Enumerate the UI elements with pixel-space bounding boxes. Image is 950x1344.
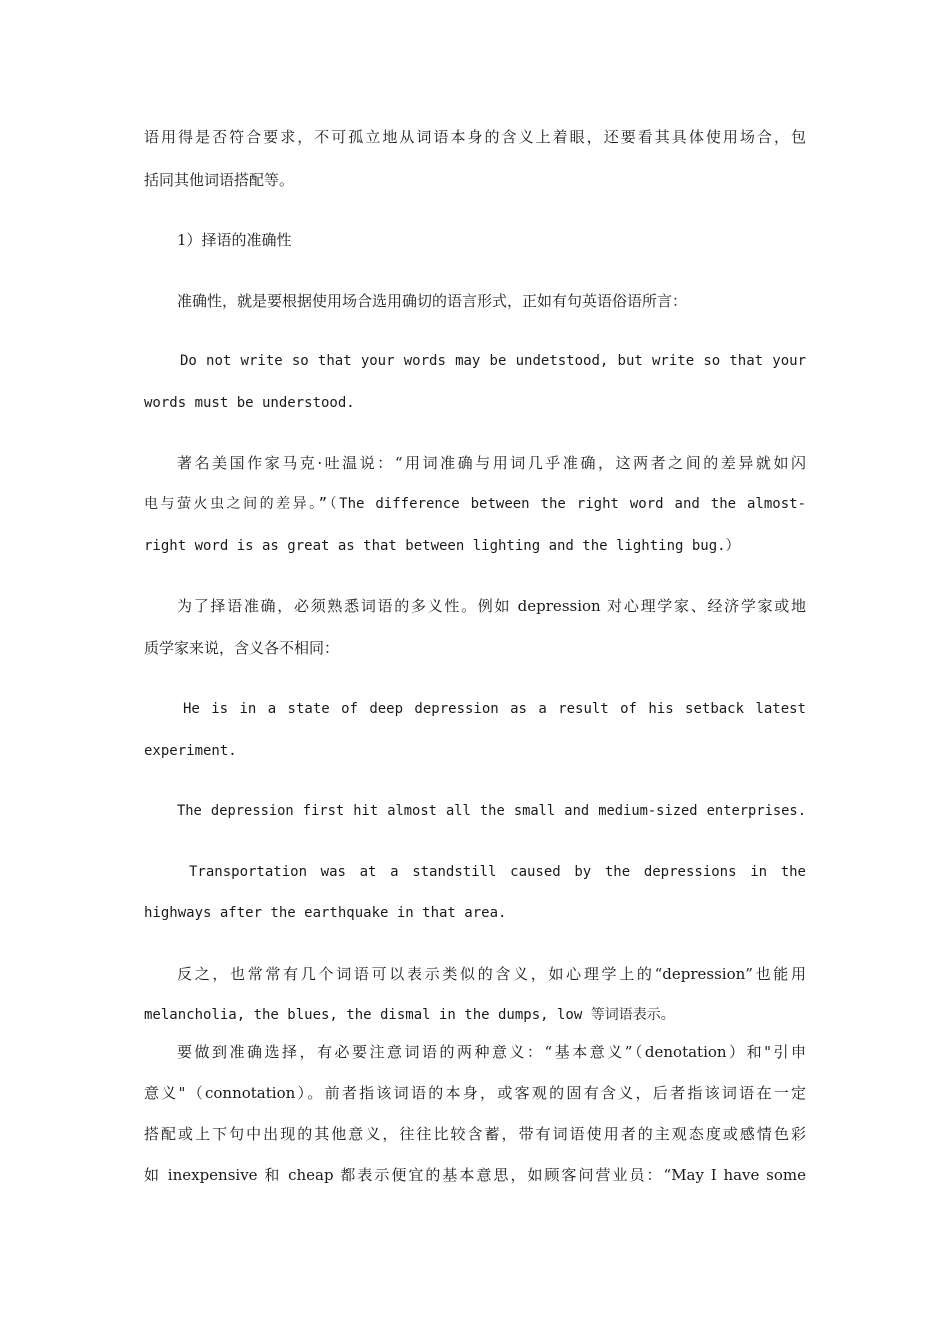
paragraph-line: 准确性，就是要根据使用场合选用确切的语言形式，正如有句英语俗语所言： — [177, 292, 688, 310]
paragraph-line: 电与萤火虫之间的差异。”（The difference between the right word and the almost- — [144, 496, 806, 512]
paragraph-line: 括同其他词语搭配等。 — [144, 171, 295, 189]
paragraph-line: 为了择语准确，必须熟悉词语的多义性。例如 depression 对心理学家、经济学家或地 — [177, 597, 806, 615]
example-sentence-line: Transportation was at a standstill caused by the depressions in the — [189, 864, 806, 880]
paragraph-line: 质学家来说，含义各不相同： — [144, 639, 340, 657]
paragraph-line: 要做到准确选择，有必要注意词语的两种意义：“基本意义”（denotation）和"引申 — [177, 1043, 806, 1061]
paragraph-line: 反之，也常常有几个词语可以表示类似的含义，如心理学上的“depression”也能用 — [177, 965, 806, 983]
example-sentence-line: highways after the earthquake in that area. — [144, 905, 507, 921]
english-quote-line: words must be understood. — [144, 395, 355, 411]
paragraph-line: 著名美国作家马克·吐温说：“用词准确与用词几乎准确，这两者之间的差异就如闪 — [177, 454, 806, 472]
example-sentence-line: He is in a state of deep depression as a result of his setback latest — [183, 701, 806, 717]
paragraph-line: 意义"（connotation）。前者指该词语的本身，或客观的固有含义，后者指该词语在一定 — [144, 1084, 806, 1102]
example-sentence-line: The depression first hit almost all the small and medium-sized enterprises. — [177, 803, 806, 819]
paragraph-line: right word is as great as that between lighting and the lighting bug.） — [144, 538, 740, 554]
paragraph-line: 语用得是否符合要求，不可孤立地从词语本身的含义上着眼，还要看其具体使用场合，包 — [144, 128, 806, 146]
paragraph-line: melancholia, the blues, the dismal in the dumps, low 等词语表示。 — [144, 1007, 675, 1023]
english-quote-line: Do not write so that your words may be undetstood, but write so that your — [180, 353, 806, 369]
paragraph-line: 如 inexpensive 和 cheap 都表示便宜的基本意思，如顾客问营业员：“May I have some — [144, 1166, 806, 1184]
section-heading: 1）择语的准确性 — [177, 231, 292, 249]
example-sentence-line: experiment. — [144, 743, 237, 759]
paragraph-line: 搭配或上下句中出现的其他意义，往往比较含蓄，带有词语使用者的主观态度或感情色彩 — [144, 1125, 806, 1143]
